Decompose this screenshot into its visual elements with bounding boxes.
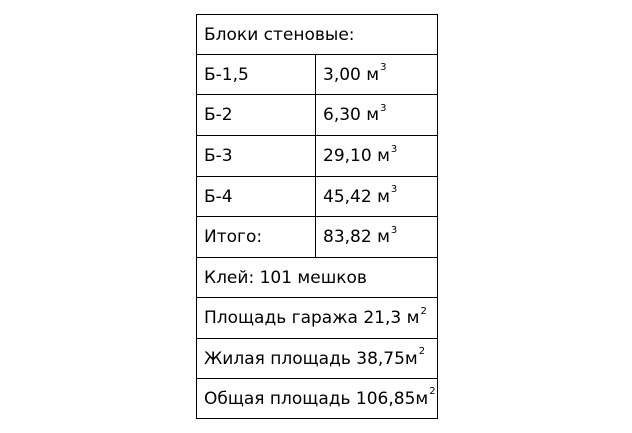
column-divider (315, 136, 316, 176)
living-area-row (197, 339, 437, 379)
block-name: Б-1,5 (204, 64, 249, 85)
block-name: Б-3 (204, 146, 233, 166)
table-header: Блоки стеновые: (204, 24, 355, 45)
column-divider (315, 177, 316, 216)
block-volume: 6,30 м 3 (323, 102, 387, 125)
glue-text: Клей: 101 мешков (204, 267, 367, 288)
column-divider (315, 95, 316, 135)
table-row (197, 95, 437, 136)
table-row (197, 177, 437, 217)
table-row (197, 136, 437, 177)
living-area-text: Жилая площадь 38,75м 2 (204, 346, 426, 369)
total-row (197, 217, 437, 258)
total-area-text: Общая площадь 106,85м 2 (204, 386, 436, 409)
total-volume: 83,82 м 3 (323, 224, 398, 247)
total-area-row (197, 379, 437, 418)
glue-row (197, 258, 437, 298)
block-volume: 45,42 м 3 (323, 184, 398, 207)
garage-area-row (197, 298, 437, 339)
table-row (197, 55, 437, 95)
block-volume: 29,10 м 3 (323, 143, 398, 166)
block-name: Б-2 (204, 105, 233, 125)
spec-table (196, 14, 438, 419)
table-header-row (197, 15, 437, 55)
block-name: Б-4 (204, 186, 233, 207)
garage-area-text: Площадь гаража 21,3 м 2 (204, 305, 427, 328)
total-label: Итого: (204, 227, 263, 247)
block-volume: 3,00 м 3 (323, 62, 387, 85)
column-divider (315, 217, 316, 257)
column-divider (315, 55, 316, 94)
